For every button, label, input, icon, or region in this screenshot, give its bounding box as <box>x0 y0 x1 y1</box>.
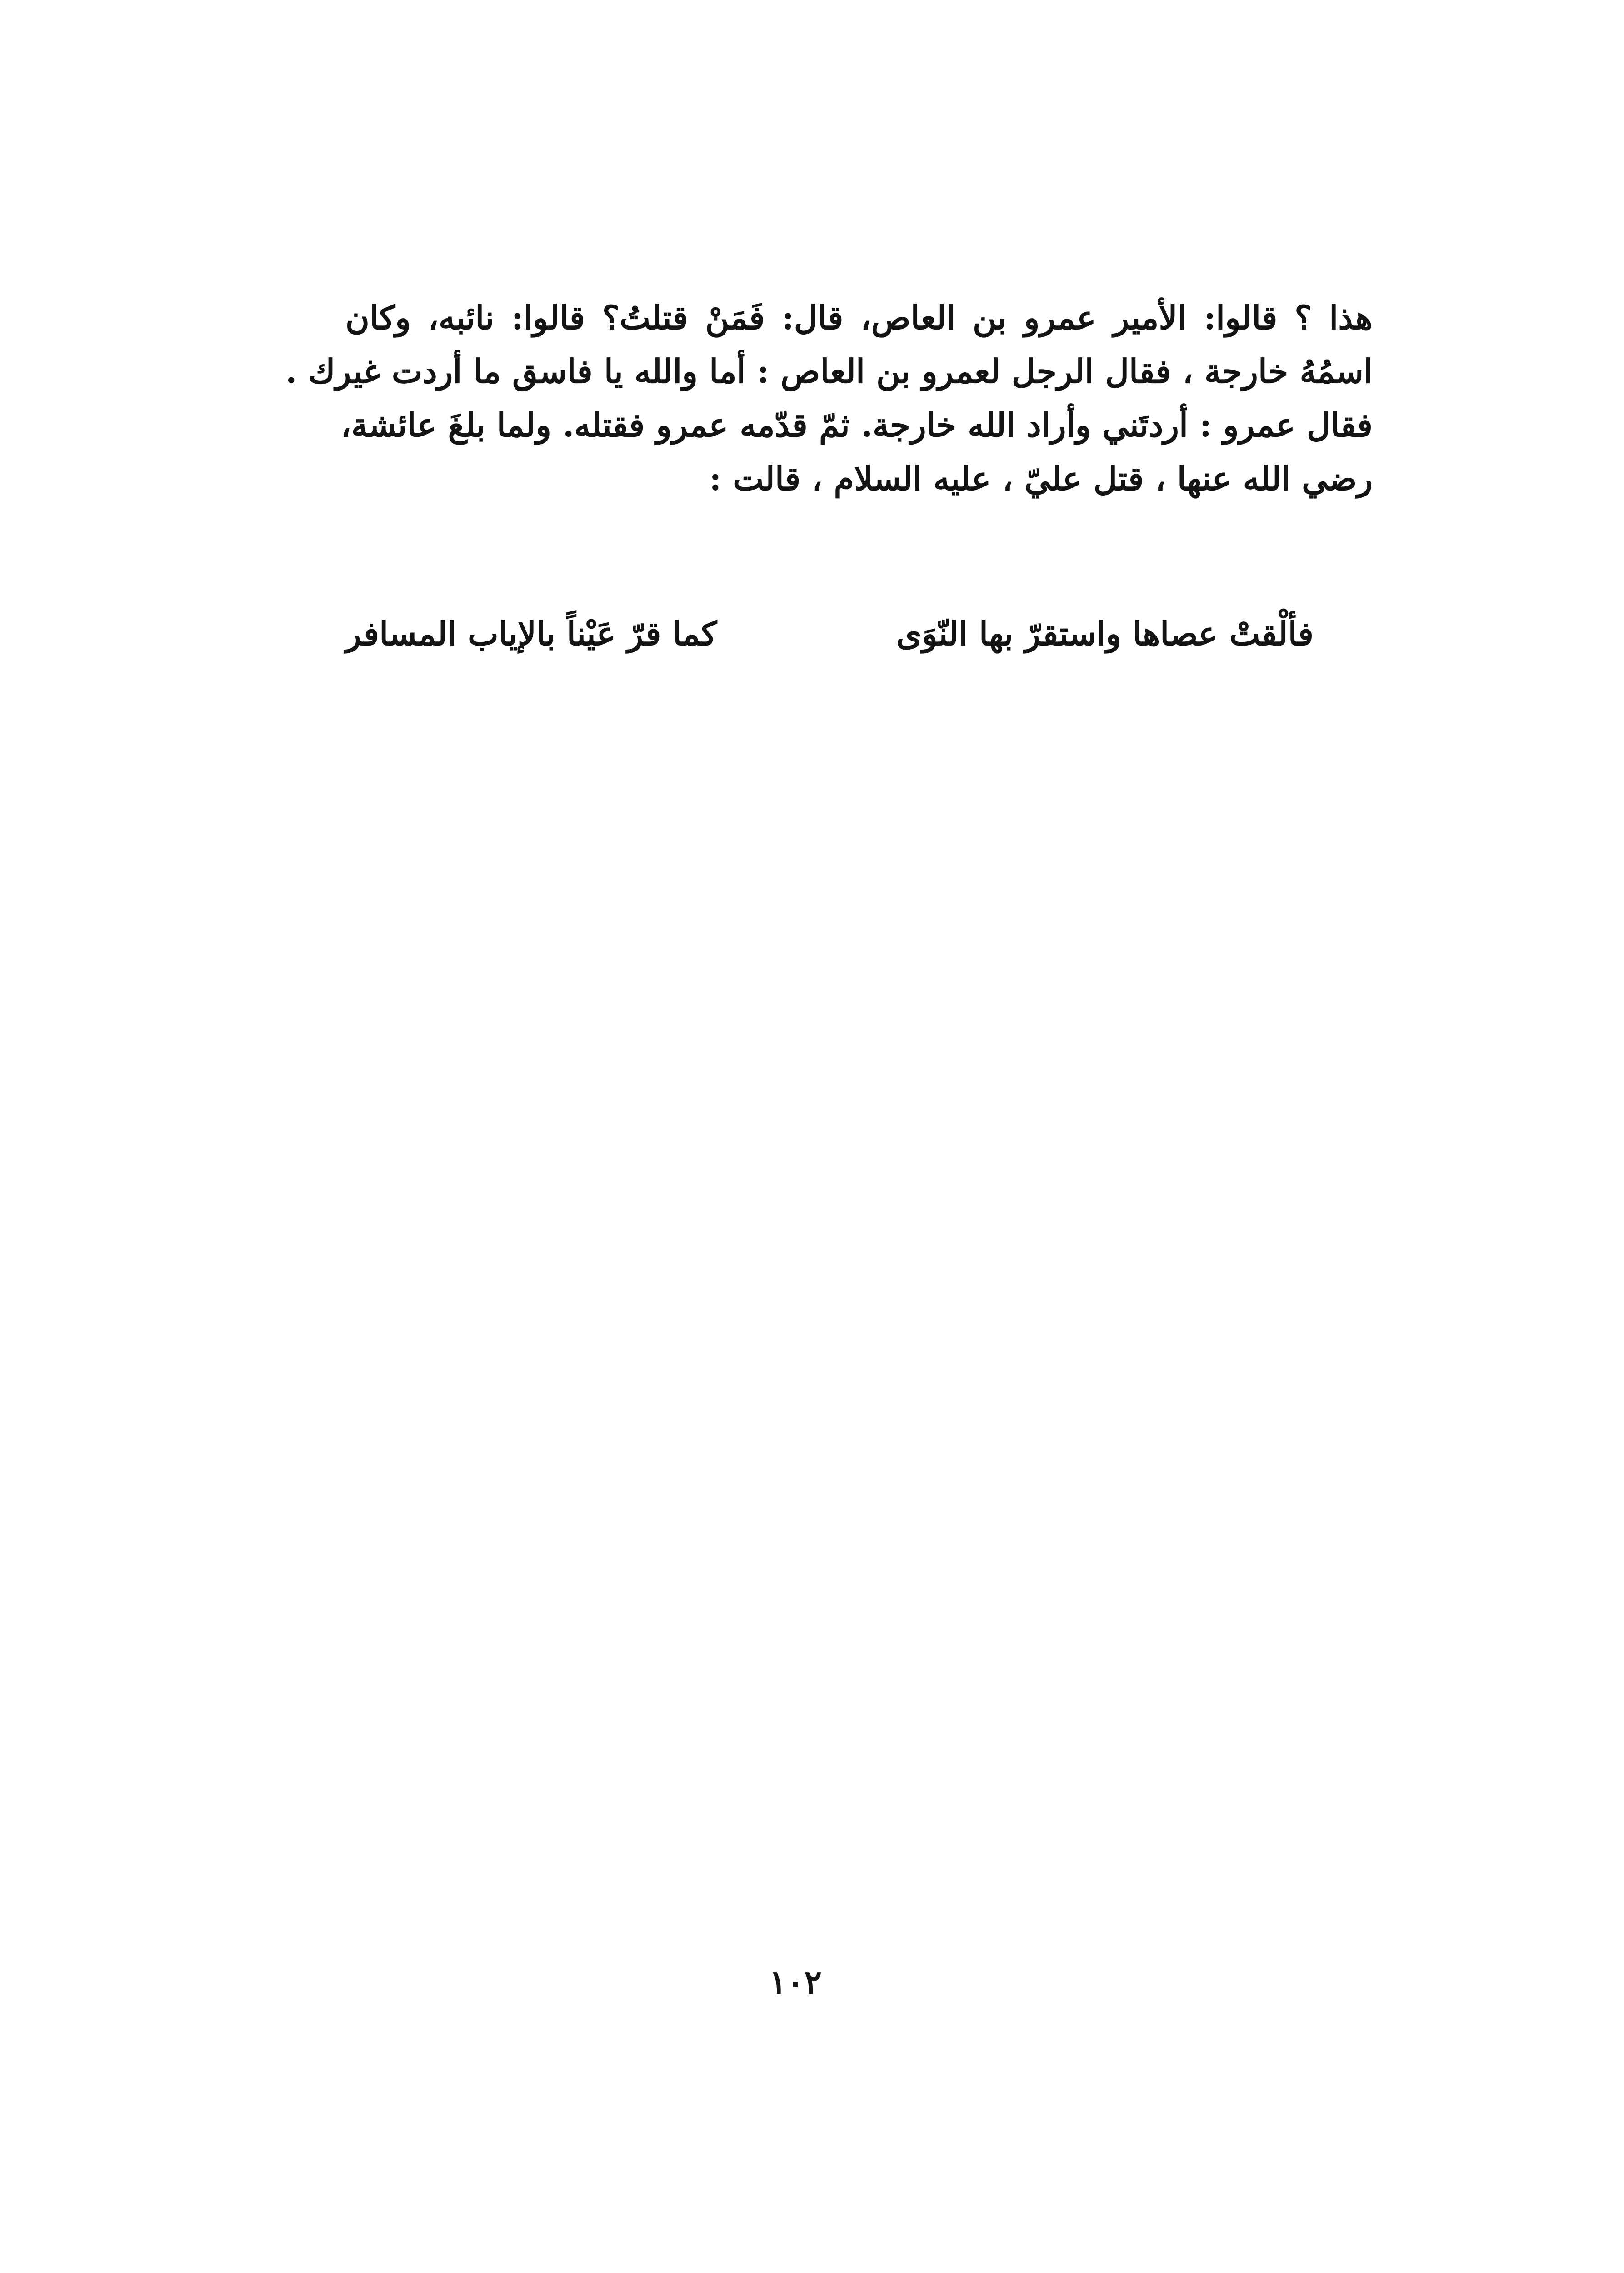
poetry-verse <box>345 607 1314 661</box>
prose-line-1: هذا ؟ قالوا: الأمير عمرو بن العاص، قال: فَمَنْ قتلتُ؟ قالوا: نائبه، وكان <box>345 298 1373 337</box>
verse-second-hemistich: كما قرّ عَيْناً بالإياب المسافر <box>345 614 717 653</box>
prose-line-2: اسمُهُ خارجة ، فقال الرجل لعمرو بن العاص : أما والله يا فاسق ما أردت غيرك . <box>285 352 1373 391</box>
page-number: ١٠٢ <box>769 1963 822 2001</box>
prose-paragraph <box>285 291 1373 506</box>
verse-first-hemistich: فألْقتْ عصاها واستقرّ بها النّوَى <box>896 614 1314 653</box>
prose-line-4: رضي الله عنها ، قتل عليّ ، عليه السلام ، قالت : <box>709 459 1373 498</box>
prose-line-3: فقال عمرو : أردتَني وأراد الله خارجة. ثمّ قدّمه عمرو فقتله. ولما بلغَ عائشة، <box>340 406 1373 444</box>
